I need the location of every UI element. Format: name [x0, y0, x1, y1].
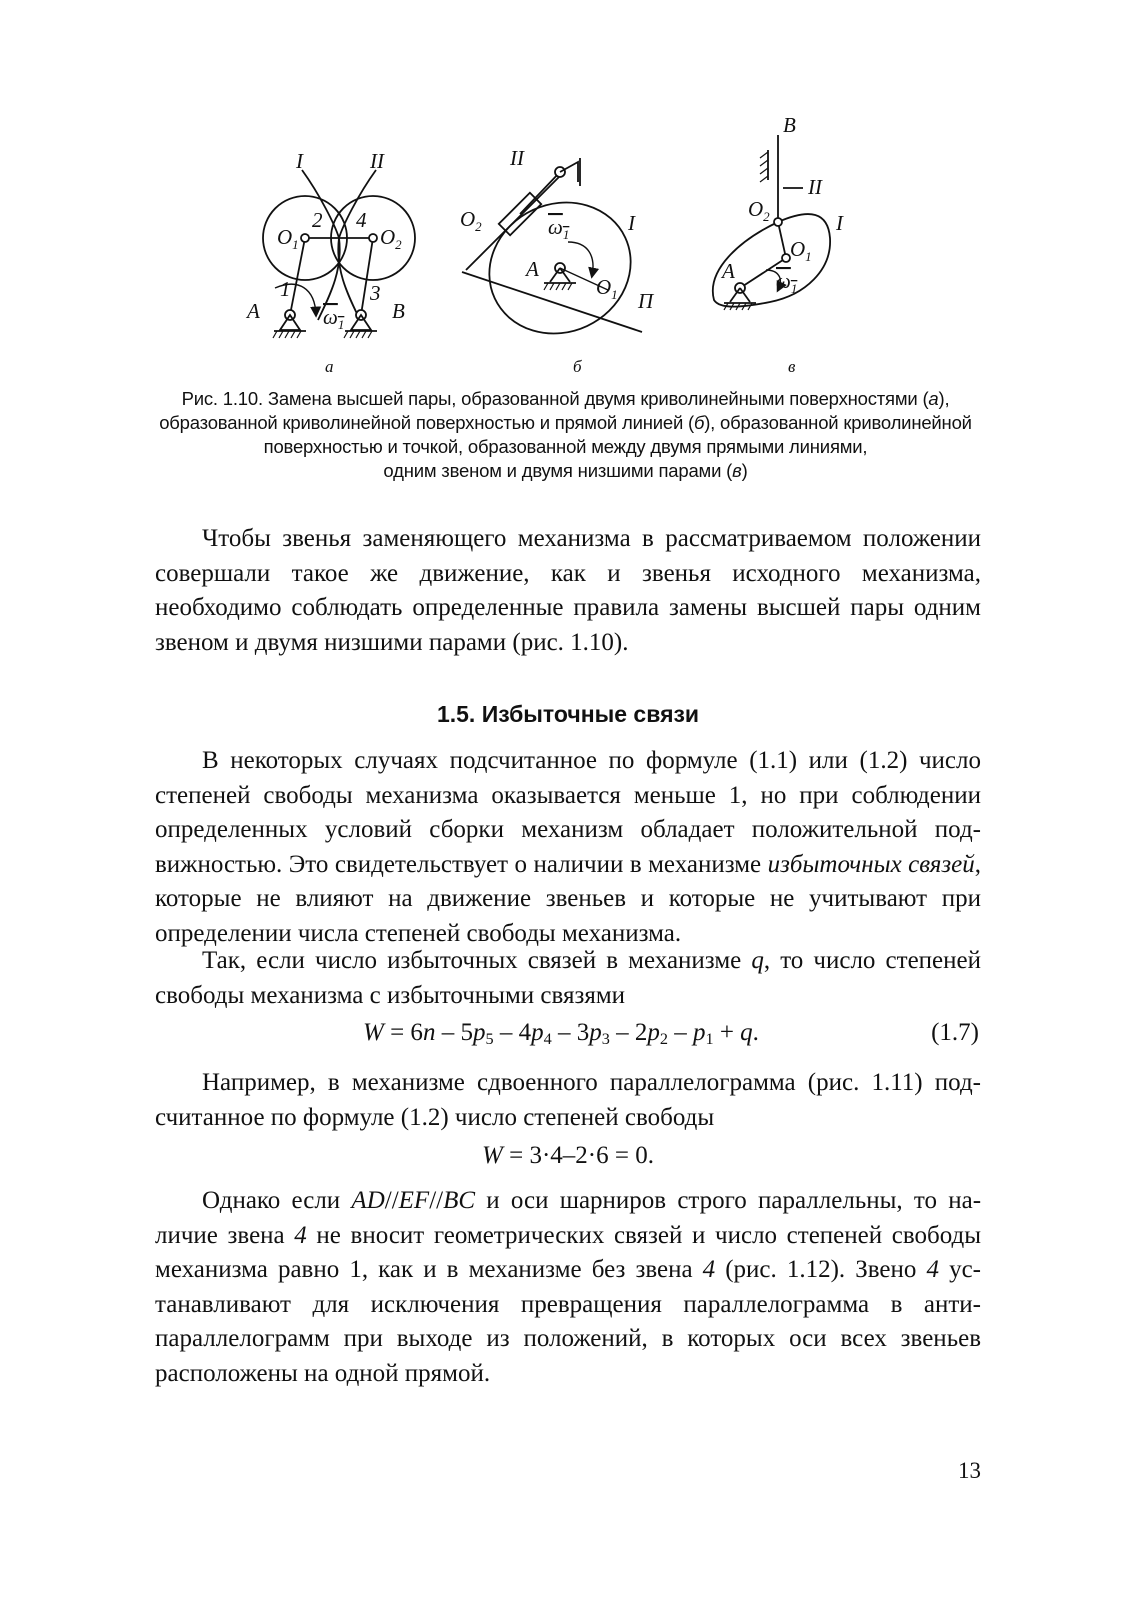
label-a-I: I	[296, 149, 303, 173]
label-b-II: II	[510, 146, 524, 170]
label-v-A: A	[722, 259, 735, 283]
caption-line-1: Рис. 1.10. Замена высшей пары, образованной двумя криволинейными поверхностями (а),	[181, 388, 950, 409]
panel-label-v: в	[788, 357, 796, 376]
link-O2-O1	[778, 222, 786, 258]
figure-panel-v	[713, 135, 830, 310]
paragraph-1: Чтобы звенья заменяющего механизма в рассматриваемом положении совершали такое же движение, как и звенья исходного механизма, необходимо соблюдать определенные правила замены высшей пары одним звеном и двумя низшими парами (рис. 1.10).	[155, 525, 981, 656]
label-b-I: I	[628, 211, 635, 235]
panel-label-a: а	[325, 357, 334, 376]
paragraph-5: Однако если AD//EF//BC и оси шарниров строго параллельны, то наличие звена 4 не вносит геометрических связей и число степеней свободы механизма равно 1, как и в механизме без звена 4 (рис. 1.12). Звено 4 устанавливают для исключения превращения параллелограмма в антипараллелограмм при выходе из положений, в которых оси всех звеньев расположены на одной прямой.	[155, 1187, 982, 1387]
label-b-P: П	[638, 289, 654, 313]
figure-panel-b	[462, 158, 652, 356]
label-a-3: 3	[370, 281, 381, 305]
paragraph-2: В некоторых случаях подсчитанное по формуле (1.1) или (1.2) число степеней свободы механизма оказывается меньше 1, но при соблюдении определенных условий сборки механизм обладает положительной подвижностью. Это свидетельствует о наличии в механизме избыточных связей, которые не влияют на движение звеньев и которые не учитывают при определении числа степеней свободы механизма.	[155, 747, 981, 947]
curve-I	[302, 170, 340, 320]
figure-caption	[150, 387, 981, 483]
caption-line-4: одним звеном и двумя низшими парами (в)	[383, 460, 748, 481]
formula-1-7-expression: $W = 6n - 5p_5 - 4p_4 - 3p_3 - 2p_2 - p_1 + q$.	[363, 1019, 759, 1049]
label-a-omega: $\omega_1$	[323, 305, 345, 332]
label-a-B: B	[392, 299, 405, 323]
label-a-O1: $O_1$	[277, 225, 299, 252]
label-b-omega: $\omega_1$	[548, 215, 570, 242]
label-a-II: II	[370, 149, 384, 173]
paragraph-4: Например, в механизме сдвоенного параллелограмма (рис. 1.11) подсчитанное по формуле (1.2) число степеней свободы	[155, 1069, 981, 1131]
page-number: 13	[958, 1458, 981, 1483]
label-v-O1: $O_1$	[790, 237, 812, 264]
formula-number: (1.7)	[931, 1019, 979, 1046]
label-a-1: 1	[280, 277, 291, 301]
label-a-A: A	[247, 299, 260, 323]
label-v-I: I	[836, 211, 843, 235]
label-v-II: II	[808, 175, 822, 199]
figure-1-10	[230, 110, 910, 390]
caption-line-3: поверхностью и точкой, образованной между двумя прямыми линиями,	[263, 436, 868, 457]
label-b-O2: $O_2$	[460, 207, 482, 234]
label-b-A: A	[526, 257, 539, 281]
section-heading: 1.5. Избыточные связи	[436, 701, 700, 727]
caption-line-2: образованной криволинейной поверхностью и прямой линией (б), образованной криволинейной	[159, 412, 972, 433]
label-a-O2: $O_2$	[380, 225, 402, 252]
line-P	[462, 272, 642, 332]
label-b-O1: $O_1$	[596, 275, 618, 302]
label-v-B: B	[783, 113, 796, 137]
paragraph-3: Так, если число избыточных связей в механизме q, то число степеней свободы механизма с избыточными связями	[155, 947, 981, 1009]
formula-2: W = 3·4–2·6 = 0.	[482, 1142, 654, 1169]
label-v-O2: $O_2$	[748, 197, 770, 224]
omega-arrow-b	[568, 242, 593, 276]
panel-label-b: б	[573, 357, 582, 376]
label-a-2: 2	[312, 208, 323, 232]
label-a-4: 4	[356, 208, 367, 232]
label-v-omega: $\omega_1$	[776, 269, 798, 296]
